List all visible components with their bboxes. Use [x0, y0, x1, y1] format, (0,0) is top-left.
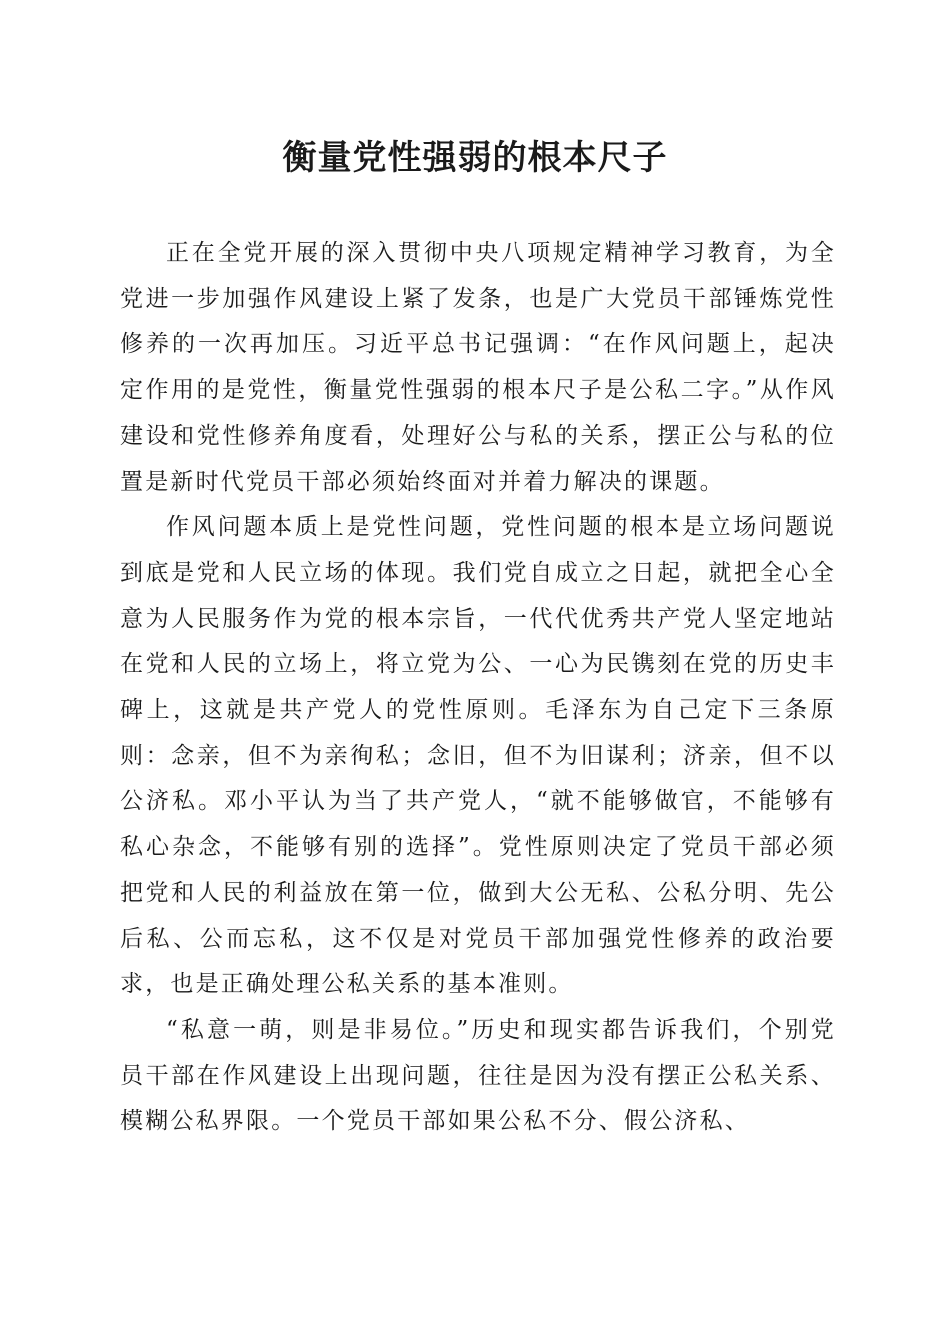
- document-title: 衡量党性强弱的根本尺子: [282, 138, 668, 178]
- paragraph: 作风问题本质上是党性问题，党性问题的根本是立场问题说到底是党和人民立场的体现。我们党自成立之日起，就把全心全意为人民服务作为党的根本宗旨，一代代优秀共产党人坚定地站在党和人民的立场上，将立党为公、一心为民镌刻在党的历史丰碑上，这就是共产党人的党性原则。毛泽东为自己定下三条原则：念亲，但不为亲徇私；念旧，但不为旧谋利；济亲，但不以公济私。邓小平认为当了共产党人，“就不能够做官，不能够有私心杂念，不能够有别的选择”。党性原则决定了党员干部必须把党和人民的利益放在第一位，做到大公无私、公私分明、先公后私、公而忘私，这不仅是对党员干部加强党性修养的政治要求，也是正确处理公私关系的基本准则。: [120, 514, 836, 998]
- paragraph: 正在全党开展的深入贯彻中央八项规定精神学习教育，为全党进一步加强作风建设上紧了发条，也是广大党员干部锤炼党性修养的一次再加压。习近平总书记强调：“在作风问题上，起决定作用的是党性，衡量党性强弱的根本尺子是公私二字。”从作风建设和党性修养角度看，处理好公与私的关系，摆正公与私的位置是新时代党员干部必须始终面对并着力解决的课题。: [120, 240, 836, 495]
- paragraph: “私意一萌，则是非易位。”历史和现实都告诉我们，个别党员干部在作风建设上出现问题，往往是因为没有摆正公私关系、模糊公私界限。一个党员干部如果公私不分、假公济私、: [120, 1016, 836, 1135]
- document-body: [120, 231, 836, 1145]
